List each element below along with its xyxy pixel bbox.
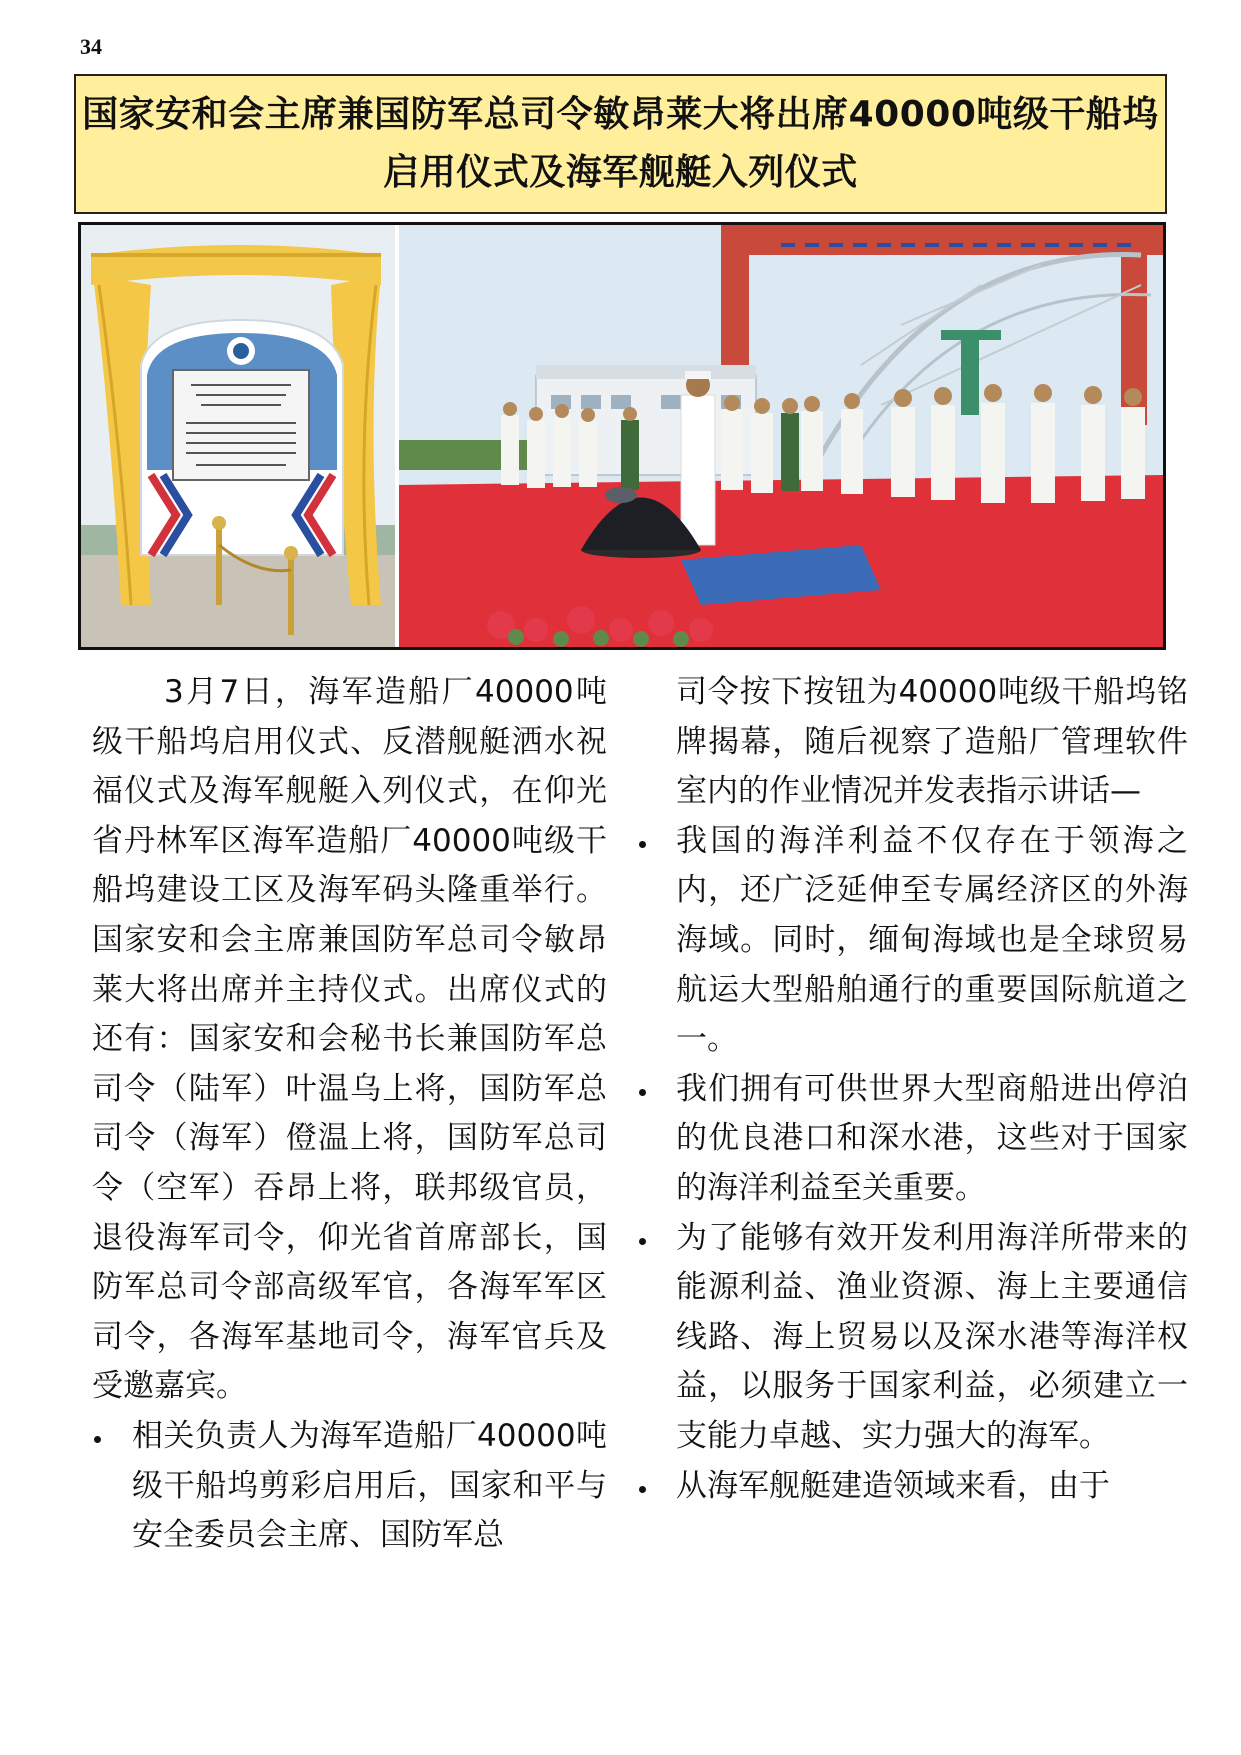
bullet-item: [676, 1462, 1188, 1512]
bullet-item: [676, 1214, 1188, 1462]
plaque-photo: [81, 225, 395, 647]
bullet-icon: [639, 1238, 646, 1245]
ceremony-photo: [78, 222, 1166, 650]
bullet-text: 从海军舰艇建造领域来看，由于: [676, 1467, 1110, 1504]
bullet-icon: [639, 841, 646, 848]
bullet-icon: [639, 1486, 646, 1493]
bullet-item: [92, 1412, 607, 1561]
ceremony-scene: [399, 225, 1163, 647]
left-column: [92, 668, 607, 1561]
bullet-icon: [639, 1089, 646, 1096]
page-number: 34: [80, 34, 102, 59]
bullet-icon: [94, 1436, 101, 1443]
bullet-text: 为了能够有效开发利用海洋所带来的能源利益、渔业资源、海上主要通信线路、海上贸易以及深水港等海洋权益，以服务于国家利益，必须建立一支能力卓越、实力强大的海军。: [676, 1219, 1188, 1454]
bullet-text: 相关负责人为海军造船厂40000吨级干船坞剪彩启用后，国家和平与安全委员会主席、国防军总: [132, 1417, 607, 1554]
bullet-text: 我们拥有可供世界大型商船进出停泊的优良港口和深水港，这些对于国家的海洋利益至关重要。: [676, 1070, 1188, 1206]
bullet-text: 我国的海洋利益不仅存在于领海之内，还广泛延伸至专属经济区的外海海域。同时，缅甸海域也是全球贸易航运大型船舶通行的重要国际航道之一。: [676, 822, 1188, 1058]
continuation-paragraph: 司令按下按钮为40000吨级干船坞铭牌揭幕，随后视察了造船厂管理软件室内的作业情况并发表指示讲话—: [676, 674, 1188, 810]
right-column: [676, 668, 1188, 1511]
intro-paragraph: 3月7日，海军造船厂40000吨级干船坞启用仪式、反潜舰艇洒水祝福仪式及海军舰艇入列仪式，在仰光省丹林军区海军造船厂40000吨级干船坞建设工区及海军码头隆重举行。国家安和会主席兼国防军总司令敏昂莱大将出席并主持仪式。出席仪式的还有：国家安和会秘书长兼国防军总司令（陆军）叶温乌上将，国防军总司令（海军）僜温上将，国防军总司令（空军）吞昂上将，联邦级官员，退役海军司令，仰光省首席部长，国防军总司令部高级军官，各海军军区司令，各海军基地司令，海军官兵及受邀嘉宾。: [92, 674, 607, 1405]
headline-box: [74, 74, 1167, 214]
bullet-item: [676, 817, 1188, 1065]
headline-line-2: 启用仪式及海军舰艇入列仪式: [383, 152, 858, 193]
headline-line-1: 国家安和会主席兼国防军总司令敏昂莱大将出席40000吨级干船坞: [82, 94, 1159, 135]
bullet-item: [676, 1065, 1188, 1214]
